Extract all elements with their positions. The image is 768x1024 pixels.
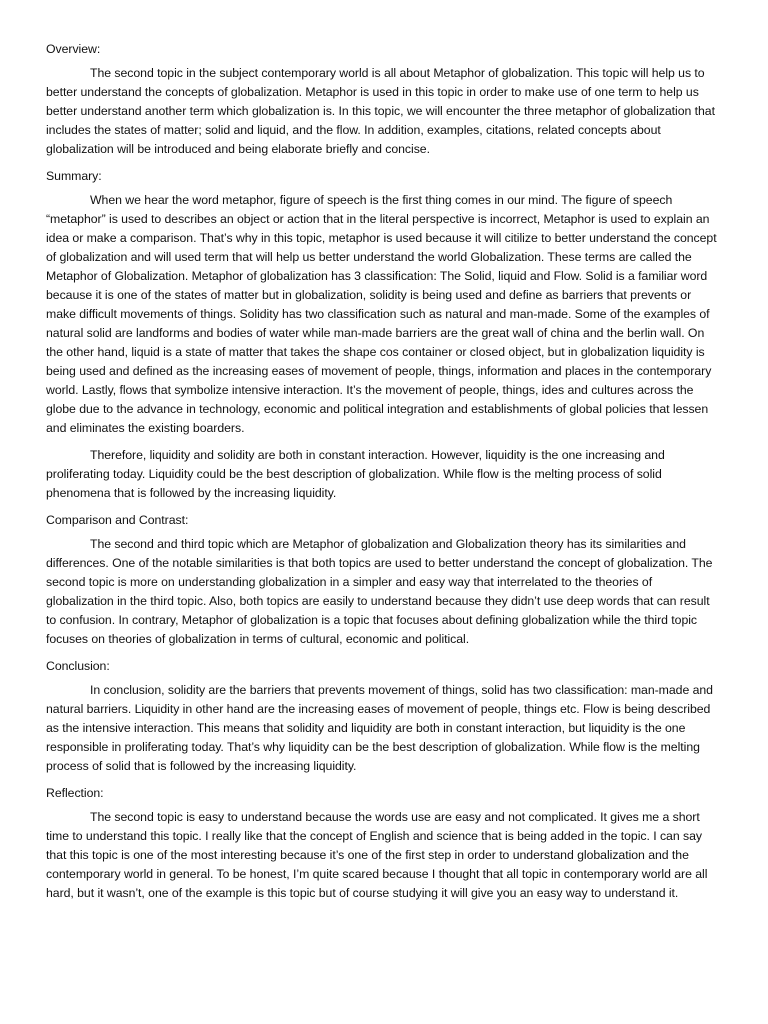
paragraph: When we hear the word metaphor, figure of speech is the first thing comes in our mind. The figure of speech “metaphor” is used to describes an object or action that in the literal perspective is incorrect, Metaphor is used to explain an idea or make a comparison. That’s why in this topic, metaphor is used because it will citilize to better understand the concept of globalization and will used term that will help us better understand the world Globalization. These terms are called the Metaphor of Globalization. Metaphor of globalization has 3 classification: The Solid, liquid and Flow. Solid is a familiar word because it is one of the states of matter but in globalization, solidity is being used and define as barriers that prevents or make difficult movements of things. Solidity has two classification such as natural and man-made. Some of the examples of natural solid are landforms and bodies of water while man-made barriers are the great wall of china and the berlin wall. On the other hand, liquid is a state of matter that takes the shape cos container or closed object, but in globalization liquidity is being used and defined as the increasing eases of movement of people, things, information and places in the contemporary world. Lastly, flows that symbolize intensive interaction. It’s the movement of people, things, ides and cultures across the globe due to the advance in technology, economic and political integration and establishments of global policies that lessen and eliminates the existing boarders.	[46, 193, 717, 435]
paragraph: The second topic in the subject contemporary world is all about Metaphor of globalization. This topic will help us to better understand the concepts of globalization. Metaphor is used in this topic in order to make use of one term to help us better understand another term which globalization is. In this topic, we will encounter the three metaphor of globalization that includes the states of matter; solid and liquid, and the flow. In addition, examples, citations, related concepts about globalization will be introduced and being elaborate briefly and concise.	[46, 66, 715, 156]
paragraph: In conclusion, solidity are the barriers that prevents movement of things, solid has two classification: man-made and natural barriers. Liquidity in other hand are the increasing eases of movement of people, things etc. Flow is being described as the intensive interaction. This means that solidity and liquidity are both in constant interaction, but liquidity is the one responsible in proliferating today. That’s why liquidity can be the best description of globalization. While flow is the melting process of solid that is followed by the increasing liquidity.	[46, 683, 713, 773]
section-heading: Overview:	[46, 42, 101, 56]
document-page	[46, 40, 722, 911]
section-comparison-contrast	[46, 511, 722, 649]
section-overview	[46, 40, 722, 159]
section-heading: Reflection:	[46, 786, 104, 800]
section-conclusion	[46, 657, 722, 776]
section-summary	[46, 167, 722, 503]
paragraph: Therefore, liquidity and solidity are both in constant interaction. However, liquidity is the one increasing and proliferating today. Liquidity could be the best description of globalization. While flow is the melting process of solid phenomena that is followed by the increasing liquidity.	[46, 448, 665, 500]
section-heading: Conclusion:	[46, 659, 110, 673]
section-reflection	[46, 784, 722, 903]
paragraph: The second and third topic which are Metaphor of globalization and Globalization theory has its similarities and differences. One of the notable similarities is that both topics are used to better understand the concept of globalization. The second topic is more on understanding globalization in a simpler and easy way that interrelated to the theories of globalization in the third topic. Also, both topics are easily to understand because they didn’t use deep words that can result to confusion. In contrary, Metaphor of globalization is a topic that focuses about defining globalization while the third topic focuses on theories of globalization in terms of cultural, economic and political.	[46, 537, 713, 646]
section-heading: Summary:	[46, 169, 102, 183]
section-heading: Comparison and Contrast:	[46, 513, 189, 527]
paragraph: The second topic is easy to understand because the words use are easy and not complicated. It gives me a short time to understand this topic. I really like that the concept of English and science that is being added in the topic. I can say that this topic is one of the most interesting because it’s one of the first step in order to understand globalization and the contemporary world in general. To be honest, I’m quite scared because I thought that all topic in contemporary world are all hard, but it wasn’t, one of the example is this topic but of course studying it will give you an easy way to understand it.	[46, 810, 708, 900]
